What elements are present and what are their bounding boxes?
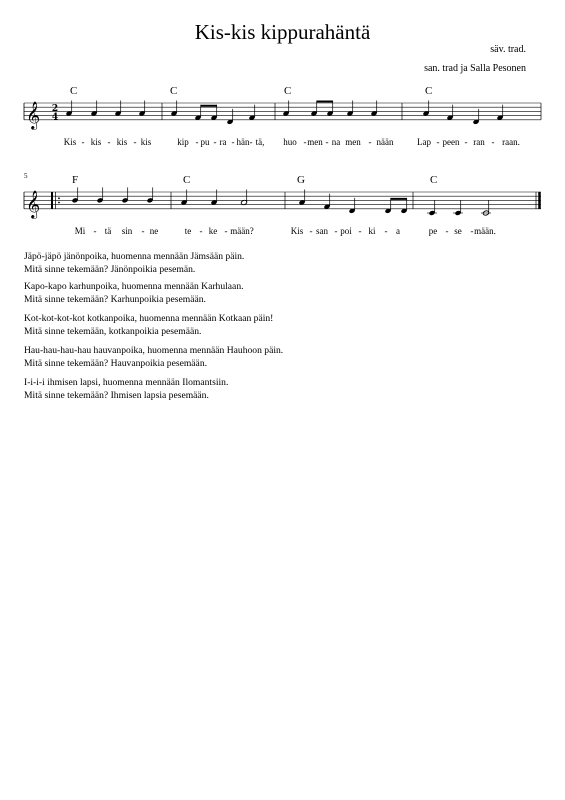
staff-system-1: [24, 85, 541, 147]
verse-line: Mitä sinne tekemään? Hauvanpoikia pesemään.: [24, 358, 208, 369]
lyric-syllable: ran: [473, 137, 485, 147]
lyric-syllable: kip: [177, 137, 189, 147]
treble-clef: 𝄞: [26, 100, 41, 129]
lyric-syllable: Lap: [417, 137, 431, 147]
lyric-syllable: men: [345, 137, 361, 147]
lyric-hyphen: -: [199, 226, 203, 236]
lyric-syllable: nään: [376, 137, 394, 147]
lyric-hyphen: -: [107, 137, 111, 147]
lyric-hyphen: -: [303, 137, 307, 147]
lyric-hyphen: -: [470, 226, 474, 236]
lyric-hyphen: -: [213, 137, 217, 147]
verse-5: [24, 376, 228, 402]
lyric-hyphen: -: [445, 226, 449, 236]
lyric-hyphen: -: [309, 226, 313, 236]
lyric-hyphen: -: [93, 226, 97, 236]
beam: [201, 105, 217, 107]
measure-number: 5: [24, 172, 28, 180]
lyricist-credit: san. trad ja Salla Pesonen: [424, 63, 526, 74]
lyric-hyphen: -: [325, 137, 329, 147]
lyric-syllable: Kis: [63, 137, 77, 147]
lyric-syllable: mään.: [474, 226, 496, 236]
verse-line: Mitä sinne tekemään? Ihmisen lapsia pesemään.: [24, 390, 209, 401]
verse-line: Mitä sinne tekemään? Jänönpoikia pesemän.: [24, 264, 196, 275]
verse-line: Mitä sinne tekemään, kotkanpoikia pesemään.: [24, 326, 202, 337]
time-signature-top: 2: [51, 103, 59, 114]
composer-credit: säv. trad.: [490, 44, 526, 55]
repeat-dot: [58, 202, 60, 204]
lyric-syllable: hän: [236, 137, 250, 147]
lyric-syllable: Kis: [290, 226, 304, 236]
lyric-hyphen: -: [368, 137, 372, 147]
beam: [317, 101, 333, 103]
lyric-hyphen: -: [231, 137, 235, 147]
lyric-hyphen: -: [384, 226, 388, 236]
lyric-syllable: tä: [104, 226, 112, 236]
verse-2: [24, 280, 244, 306]
chord-symbol: C: [170, 85, 178, 97]
lyric-syllable: huo: [283, 137, 297, 147]
lyric-syllable: men: [307, 137, 323, 147]
chord-symbol: F: [72, 174, 79, 186]
song-title: Kis-kis kippurahäntä: [194, 20, 371, 44]
lyric-syllable: kis: [140, 137, 152, 147]
verse-line: Mitä sinne tekemään? Karhunpoikia pesemään.: [24, 294, 206, 305]
chord-symbol: C: [284, 85, 292, 97]
lyric-syllable: na: [331, 137, 341, 147]
lyric-syllable: poi: [340, 226, 352, 236]
lyric-syllable: se: [454, 226, 462, 236]
lyric-hyphen: -: [249, 137, 253, 147]
lyric-hyphen: -: [133, 137, 137, 147]
chord-symbol: C: [70, 85, 78, 97]
lyric-syllable: ne: [149, 226, 159, 236]
lyric-syllable: mään?: [230, 226, 254, 236]
lyric-syllable: ra: [219, 137, 227, 147]
verse-3: [24, 312, 273, 338]
lyric-syllable: raan.: [502, 137, 520, 147]
lyric-syllable: a: [396, 226, 400, 236]
verse-line: I-i-i-i ihmisen lapsi, huomenna mennään Ilomantsiin.: [24, 377, 229, 388]
lyric-hyphen: -: [195, 137, 199, 147]
lyric-hyphen: -: [334, 226, 338, 236]
lyric-syllable: pe: [428, 226, 438, 236]
verse-line: Kapo-kapo karhunpoika, huomenna mennään Karhulaan.: [24, 281, 244, 292]
lyric-syllable: ke: [208, 226, 218, 236]
lyric-syllable: kis: [90, 137, 102, 147]
lyric-hyphen: -: [358, 226, 362, 236]
verse-line: Jäpö-jäpö jänönpoika, huomenna mennään Jämsään päin.: [24, 251, 245, 262]
lyric-syllable: san: [316, 226, 328, 236]
verse-line: Kot-kot-kot-kot kotkanpoika, huomenna mennään Kotkaan päin!: [24, 313, 274, 324]
repeat-dot: [58, 197, 60, 199]
lyric-syllable: te: [184, 226, 192, 236]
chord-symbol: C: [183, 174, 191, 186]
staff-system-2: [24, 172, 541, 236]
treble-clef: 𝄞: [26, 189, 41, 218]
verse-line: Hau-hau-hau-hau hauvanpoika, huomenna mennään Hauhoon päin.: [24, 345, 284, 356]
lyric-syllable: peen: [442, 137, 460, 147]
lyric-hyphen: -: [491, 137, 495, 147]
lyric-syllable: Mi: [74, 226, 86, 236]
lyric-syllable: sin: [121, 226, 133, 236]
lyric-syllable: pu: [200, 137, 210, 147]
chord-symbol: C: [425, 85, 433, 97]
lyric-hyphen: -: [464, 137, 468, 147]
lyric-syllable: kis: [116, 137, 128, 147]
lyric-hyphen: -: [436, 137, 440, 147]
verse-4: [24, 344, 283, 370]
beam: [391, 198, 407, 200]
verse-1: [24, 250, 244, 276]
time-signature-bottom: 4: [51, 112, 59, 123]
lyric-hyphen: -: [81, 137, 85, 147]
chord-symbol: G: [297, 174, 305, 186]
lyric-hyphen: -: [141, 226, 145, 236]
lyric-syllable: tä,: [255, 137, 265, 147]
lyric-syllable: ki: [368, 226, 376, 236]
chord-symbol: C: [430, 174, 438, 186]
lyric-hyphen: -: [224, 226, 228, 236]
